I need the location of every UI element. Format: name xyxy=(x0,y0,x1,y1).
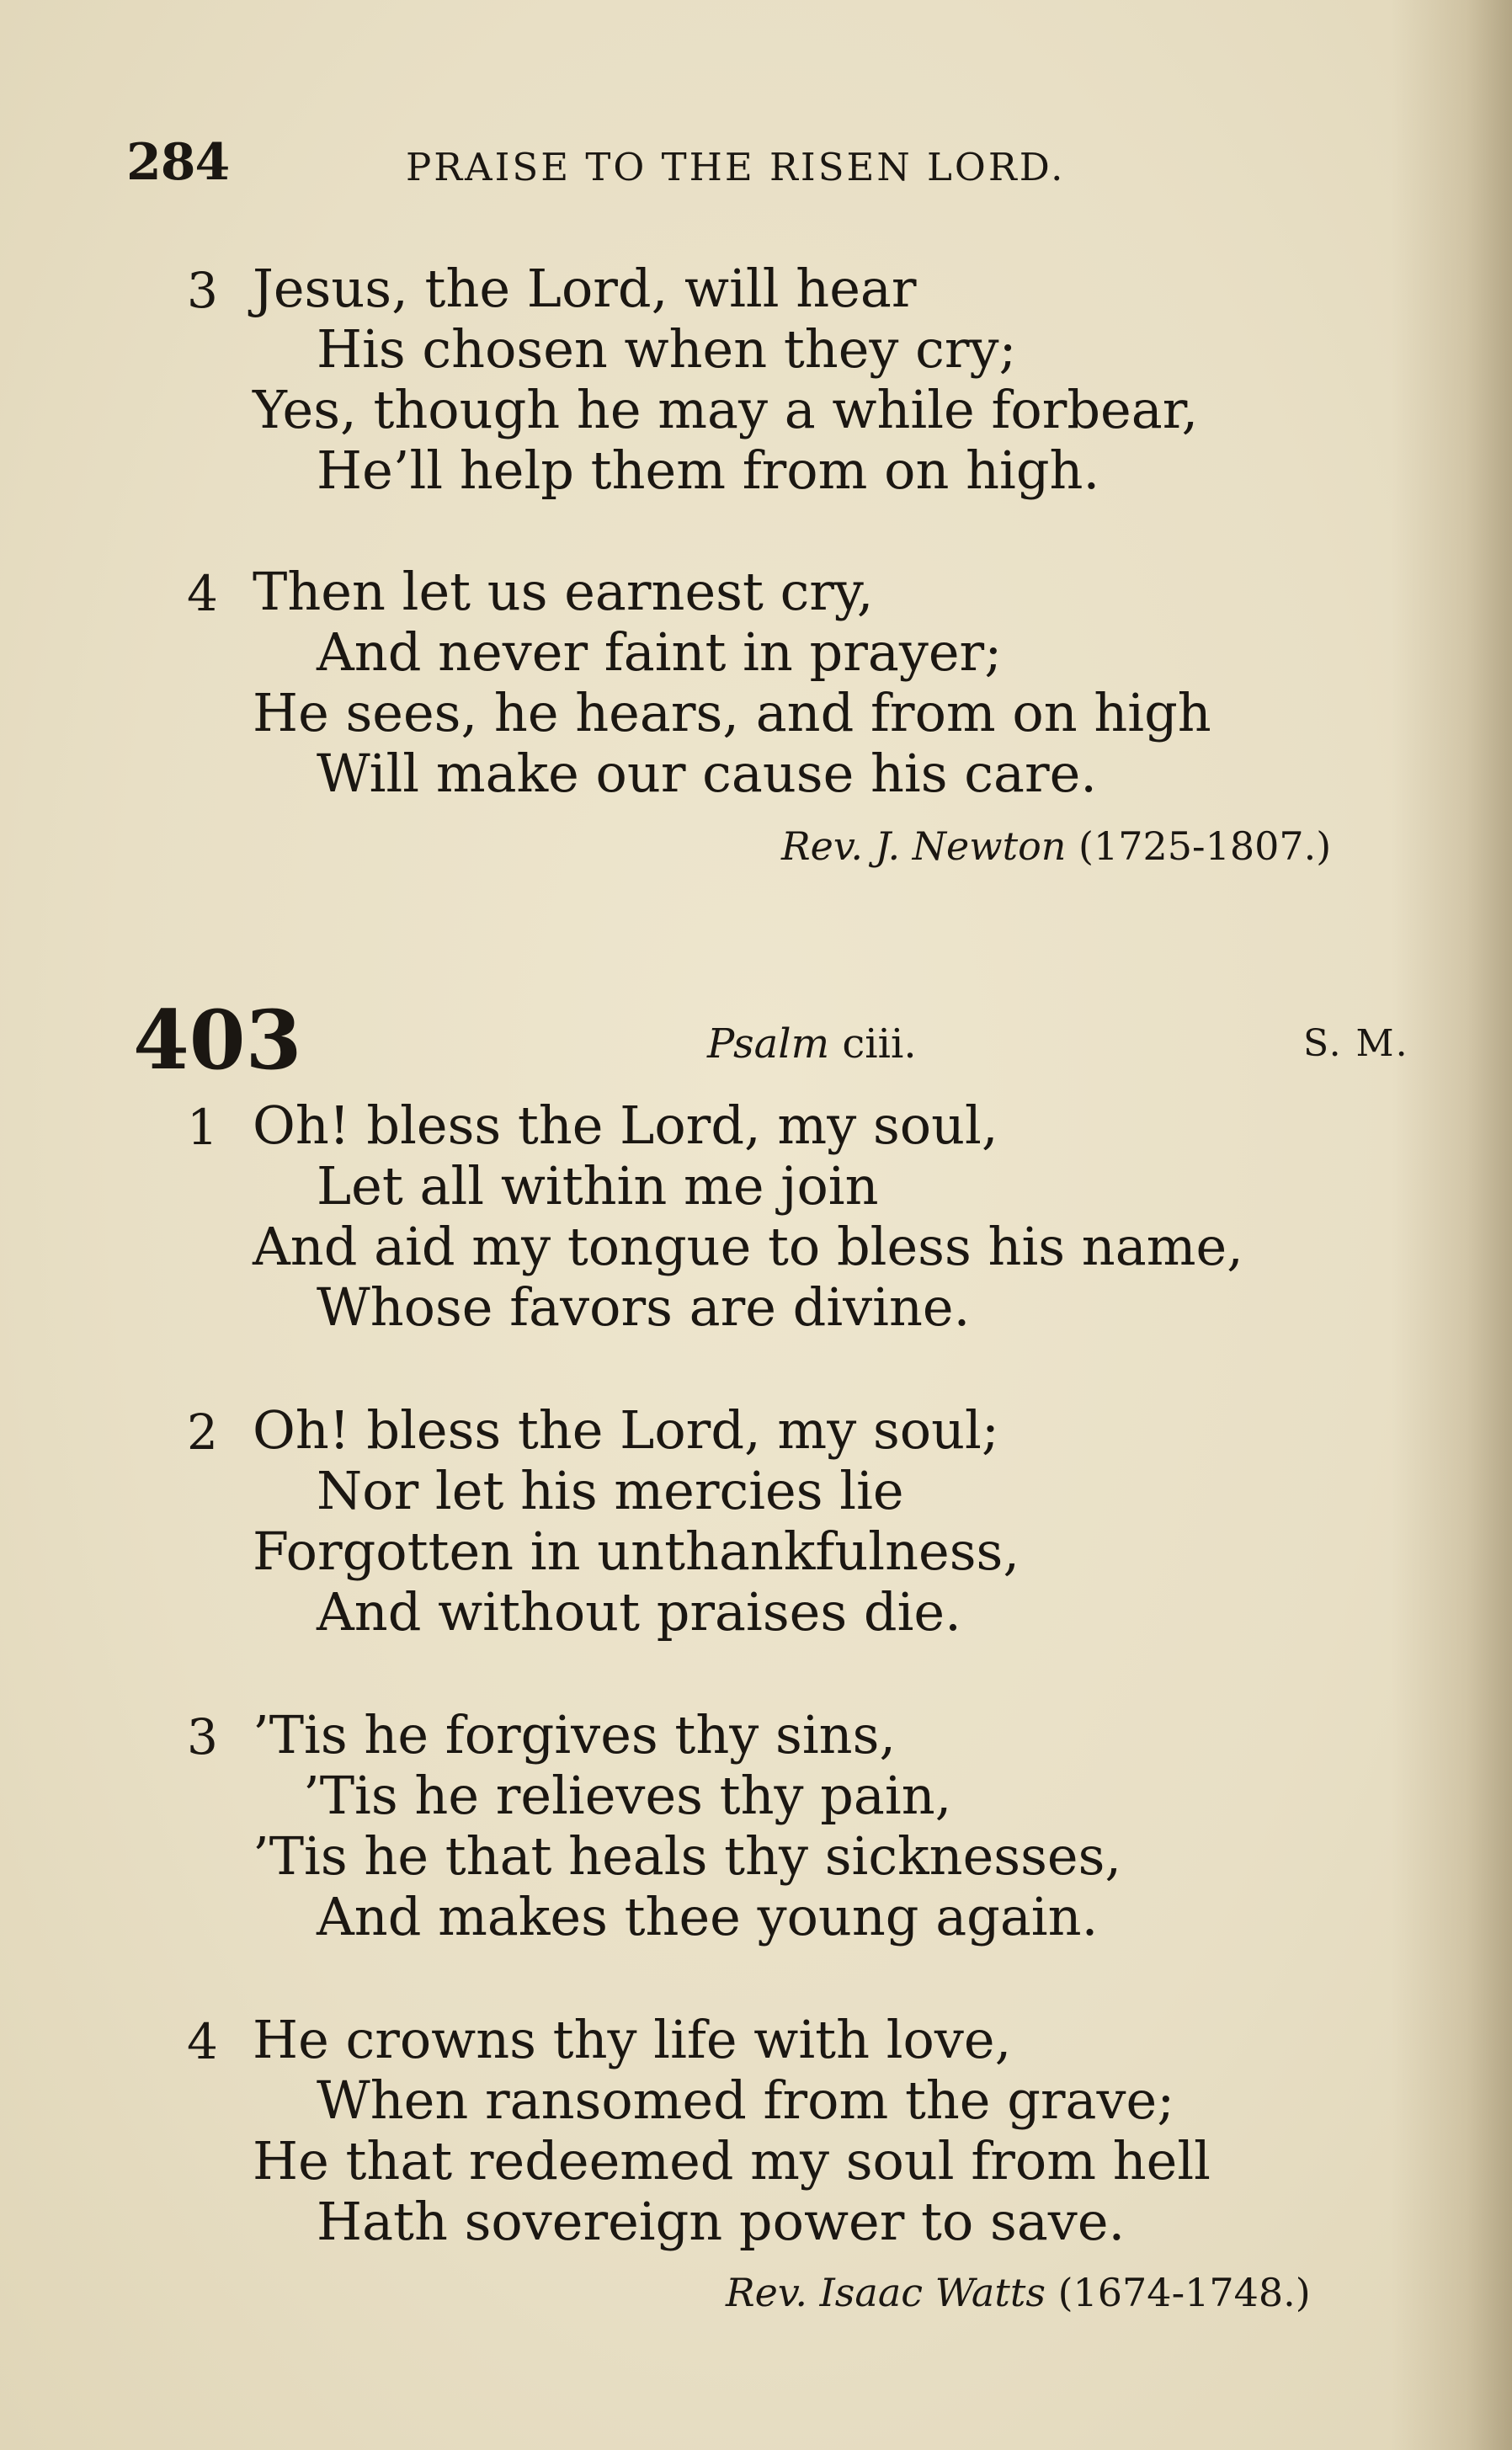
verse-line: Will make our cause his care. xyxy=(317,743,1098,804)
verse-number: 2 xyxy=(187,1403,218,1461)
verse-line: Oh! bless the Lord, my soul; xyxy=(253,1399,999,1461)
verse-number: 3 xyxy=(187,1708,218,1766)
verse-line: ’Tis he that heals thy sicknesses, xyxy=(253,1825,1122,1887)
verse-line: Yes, though he may a while forbear, xyxy=(253,379,1199,440)
hymn-meter: S. M. xyxy=(1303,1022,1409,1065)
verse-line: He’ll help them from on high. xyxy=(317,439,1100,501)
verse-line: And never faint in prayer; xyxy=(317,621,1003,683)
verse-line: He that redeemed my soul from hell xyxy=(253,2130,1211,2192)
source-ref: ciii. xyxy=(842,1020,917,1068)
verse-line: Hath sovereign power to save. xyxy=(317,2191,1126,2252)
verse-line: He crowns thy life with love, xyxy=(253,2009,1012,2070)
verse-line: Let all within me join xyxy=(317,1155,879,1217)
verse-line: He sees, he hears, and from on high xyxy=(253,682,1211,743)
verse-line: And makes thee young again. xyxy=(317,1886,1099,1947)
verse-number: 4 xyxy=(187,565,218,622)
running-title: PRAISE TO THE RISEN LORD. xyxy=(406,145,1066,189)
verse-line: When ransomed from the grave; xyxy=(317,2069,1175,2131)
author-name: Rev. J. Newton xyxy=(781,823,1067,869)
hymn-source xyxy=(707,1020,917,1068)
verse-line: His chosen when they cry; xyxy=(317,318,1017,380)
verse-line: Whose favors are divine. xyxy=(317,1276,971,1338)
author-dates: (1725-1807.) xyxy=(1078,823,1332,869)
source-word: Psalm xyxy=(707,1020,830,1068)
attribution xyxy=(781,823,1331,869)
attribution xyxy=(726,2270,1311,2315)
verse-line: And aid my tongue to bless his name, xyxy=(253,1216,1243,1277)
author-name: Rev. Isaac Watts xyxy=(726,2270,1046,2315)
verse-line: Forgotten in unthankfulness, xyxy=(253,1521,1020,1582)
hymn-number: 403 xyxy=(133,993,302,1088)
verse-number: 1 xyxy=(187,1099,218,1156)
verse-line: ’Tis he forgives thy sins, xyxy=(253,1704,897,1766)
verse-line: ’Tis he relieves thy pain, xyxy=(303,1765,952,1826)
author-dates: (1674-1748.) xyxy=(1057,2270,1311,2315)
verse-number: 3 xyxy=(187,262,218,319)
verse-line: Then let us earnest cry, xyxy=(253,561,874,622)
verse-line: Jesus, the Lord, will hear xyxy=(253,258,917,319)
page-number: 284 xyxy=(126,133,230,192)
verse-line: Nor let his mercies lie xyxy=(317,1460,904,1521)
verse-line: Oh! bless the Lord, my soul, xyxy=(253,1095,998,1156)
page-header xyxy=(126,133,1305,200)
verse-number: 4 xyxy=(187,2013,218,2070)
verse-line: And without praises die. xyxy=(317,1581,961,1643)
